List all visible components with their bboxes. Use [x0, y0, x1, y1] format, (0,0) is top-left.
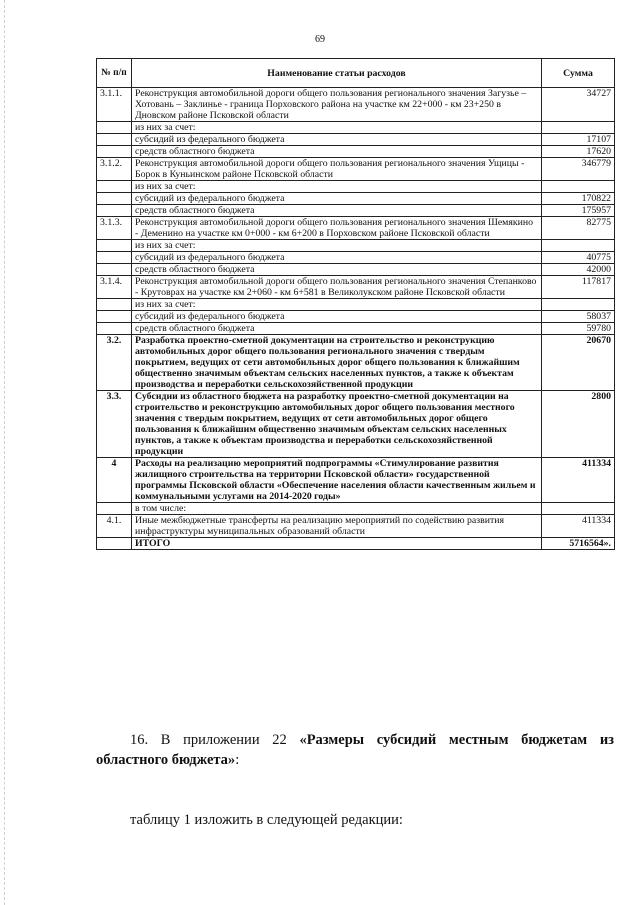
table-row: [97, 146, 615, 158]
table-row: [97, 134, 615, 146]
table-row: [97, 264, 615, 276]
row-sum: [542, 181, 615, 193]
row-num: 4: [97, 458, 132, 503]
table-row: [97, 515, 615, 538]
row-num: 3.1.4.: [97, 276, 132, 299]
row-name: Реконструкция автомобильной дороги общего пользования регионального значения Степанково - Крутоврах на участке км 2+060 - км 6+581 в Великолукском районе Псковской области: [132, 276, 542, 299]
table-row: [97, 252, 615, 264]
row-num: [97, 252, 132, 264]
row-sum: 20670: [542, 335, 615, 391]
row-name: субсидий из федерального бюджета: [132, 311, 542, 323]
row-num: [97, 503, 132, 515]
table-row: [97, 503, 615, 515]
row-name: Реконструкция автомобильной дороги общего пользования регионального значения Шемякино - Деменино на участке км 0+000 - км 6+200 в Порховском районе Псковской области: [132, 217, 542, 240]
budget-table: [96, 58, 615, 550]
row-name: из них за счет:: [132, 299, 542, 311]
row-sum: 411334: [542, 515, 615, 538]
row-sum: 2800: [542, 391, 615, 458]
row-sum: 5716564».: [542, 538, 615, 550]
row-num: [97, 205, 132, 217]
row-name: из них за счет:: [132, 240, 542, 252]
row-name: субсидий из федерального бюджета: [132, 193, 542, 205]
row-name: средств областного бюджета: [132, 205, 542, 217]
header-sum: Сумма: [542, 59, 615, 88]
row-num: [97, 146, 132, 158]
table-row: [97, 217, 615, 240]
table-row: [97, 276, 615, 299]
table-header-row: [97, 59, 615, 88]
row-name: средств областного бюджета: [132, 146, 542, 158]
row-name: Реконструкция автомобильной дороги общего пользования регионального значения Загузье – Хотовань – Заклинье - граница Порховского района на участке км 22+000 - км 23+250 в Дновском районе Псковской области: [132, 88, 542, 122]
table-row: [97, 88, 615, 122]
row-num: [97, 134, 132, 146]
table-row: [97, 323, 615, 335]
row-num: 3.1.3.: [97, 217, 132, 240]
row-name: из них за счет:: [132, 122, 542, 134]
header-name: Наименование статьи расходов: [132, 59, 542, 88]
row-num: [97, 311, 132, 323]
paragraph-table-1: таблицу 1 изложить в следующей редакции:: [130, 812, 403, 828]
row-num: 3.2.: [97, 335, 132, 391]
row-name: средств областного бюджета: [132, 264, 542, 276]
row-num: 3.3.: [97, 391, 132, 458]
row-sum: [542, 122, 615, 134]
page-number: 69: [315, 34, 325, 45]
row-sum: 59780: [542, 323, 615, 335]
table-row: [97, 122, 615, 134]
row-num: [97, 264, 132, 276]
row-sum: 40775: [542, 252, 615, 264]
paragraph-16-suffix: :: [235, 752, 240, 768]
table-row: [97, 193, 615, 205]
row-num: 4.1.: [97, 515, 132, 538]
row-sum: 17107: [542, 134, 615, 146]
row-name: Иные межбюджетные трансферты на реализацию мероприятий по содействию развития инфраструктуры муниципальных образований области: [132, 515, 542, 538]
row-sum: 411334: [542, 458, 615, 503]
row-sum: 170822: [542, 193, 615, 205]
row-sum: [542, 503, 615, 515]
row-sum: 17620: [542, 146, 615, 158]
row-num: 3.1.2.: [97, 158, 132, 181]
row-name: Разработка проектно-сметной документации на строительство и реконструкцию автомобильных дорог общего пользования регионального значения с твердым покрытием, ведущих от сети автомобильных дорог общего пользования к ближайшим общественно значимым объектам сельских населенных пунктов, а также к объектам производства и переработки сельскохозяйственной продукции: [132, 335, 542, 391]
row-sum: 346779: [542, 158, 615, 181]
row-num: [97, 122, 132, 134]
table-row: [97, 240, 615, 252]
row-sum: 34727: [542, 88, 615, 122]
row-sum: [542, 240, 615, 252]
table-row: [97, 458, 615, 503]
row-name: средств областного бюджета: [132, 323, 542, 335]
table-row: [97, 205, 615, 217]
row-name: Расходы на реализацию мероприятий подпрограммы «Стимулирование развития жилищного строительства на территории Псковской области» государственной программы Псковской области «Обеспечение населения области качественным жильем и коммунальными услугами на 2014-2020 годы»: [132, 458, 542, 503]
table-row: [97, 311, 615, 323]
row-sum: [542, 299, 615, 311]
paragraph-16: [96, 730, 614, 770]
row-sum: 117817: [542, 276, 615, 299]
row-name: из них за счет:: [132, 181, 542, 193]
row-name: в том числе:: [132, 503, 542, 515]
row-num: [97, 299, 132, 311]
row-name: субсидий из федерального бюджета: [132, 134, 542, 146]
row-name: Субсидии из областного бюджета на разработку проектно-сметной документации на строительство и реконструкцию автомобильных дорог общего пользования местного значения с твердым покрытием, ведущих от сети автомобильных дорог общего пользования к ближайшим общественно значимым объектам сельских населенных пунктов, а также к объектам производства и переработки сельскохозяйственной продукции: [132, 391, 542, 458]
row-name: Реконструкция автомобильной дороги общего пользования регионального значения Ущицы - Борок в Куньинском районе Псковской области: [132, 158, 542, 181]
row-name: ИТОГО: [132, 538, 542, 550]
row-num: [97, 538, 132, 550]
table-row: [97, 391, 615, 458]
row-sum: 58037: [542, 311, 615, 323]
table-row: [97, 158, 615, 181]
row-num: [97, 323, 132, 335]
row-num: [97, 193, 132, 205]
row-num: [97, 240, 132, 252]
table-row: [97, 181, 615, 193]
row-sum: 42000: [542, 264, 615, 276]
table-row: [97, 299, 615, 311]
row-name: субсидий из федерального бюджета: [132, 252, 542, 264]
row-num: 3.1.1.: [97, 88, 132, 122]
paragraph-16-bold: «Размеры субсидий местным бюджетам из областного бюджета»: [96, 732, 615, 768]
table-row: [97, 335, 615, 391]
header-num: № п/п: [97, 59, 132, 88]
table-total-row: [97, 538, 615, 550]
margin-dashed-line: [4, 0, 5, 905]
row-num: [97, 181, 132, 193]
row-sum: 82775: [542, 217, 615, 240]
paragraph-16-prefix: 16. В приложении 22: [130, 732, 300, 748]
row-sum: 175957: [542, 205, 615, 217]
